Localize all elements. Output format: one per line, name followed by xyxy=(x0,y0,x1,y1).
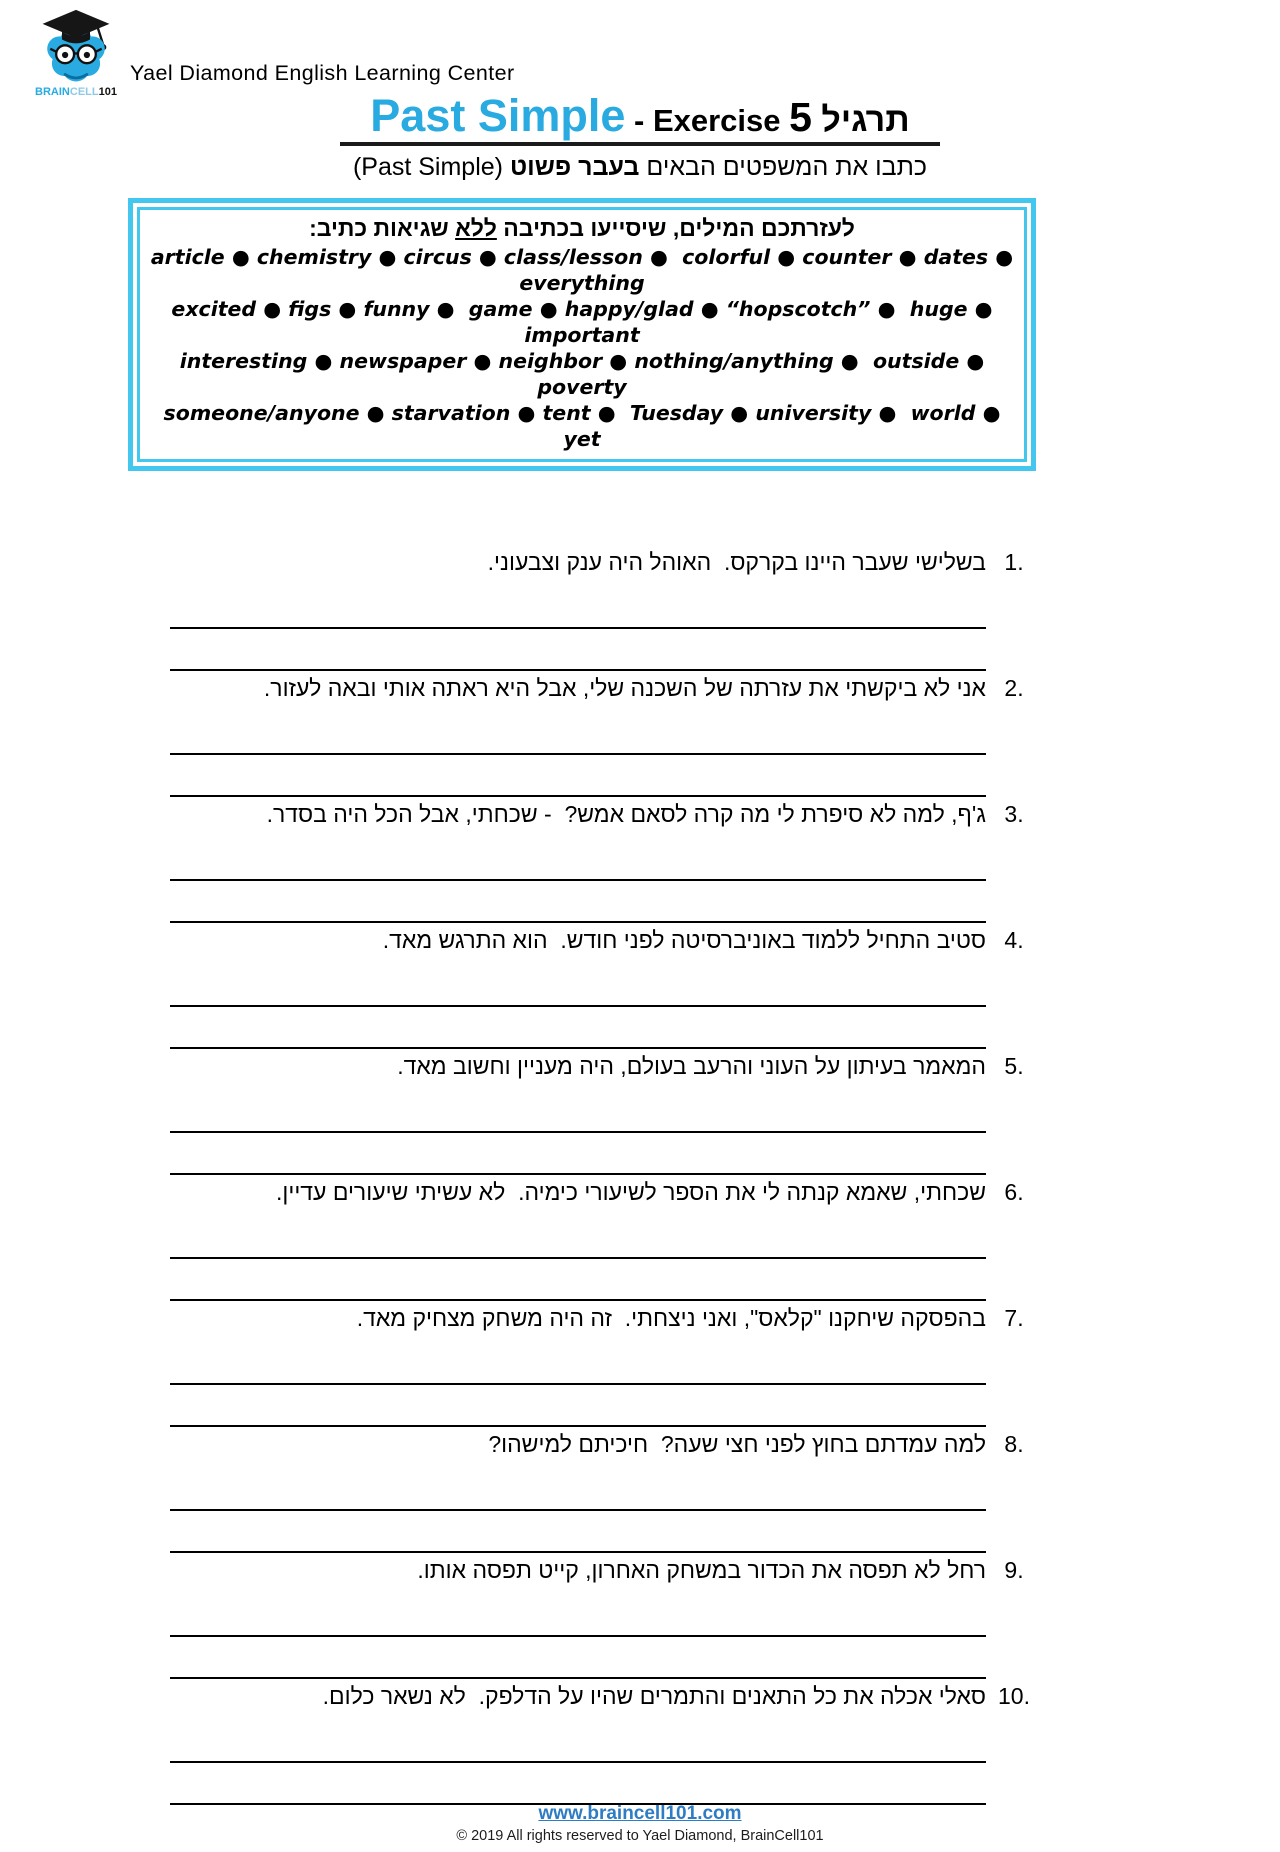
exercise-number: 4. xyxy=(1004,926,1024,953)
exercise-sentence: רחל לא תפסה את הכדור במשחק האחרון, קייט תפסה אותו. xyxy=(417,1556,986,1583)
answer-line-2 xyxy=(170,795,986,797)
word-bank-heading xyxy=(150,215,1014,242)
exercise-sentence-row xyxy=(170,1053,1042,1083)
page-header xyxy=(0,0,1280,98)
answer-line-2 xyxy=(170,1047,986,1049)
exercise-item xyxy=(170,1053,1042,1179)
exercise-item xyxy=(170,927,1042,1053)
exercise-sentence-row xyxy=(170,1431,1042,1461)
title-exercise-label: - Exercise xyxy=(625,103,790,138)
answer-line-1 xyxy=(170,1131,986,1133)
wordbank-line: article ● chemistry ● circus ● class/lesson ● colorful ● counter ● dates ● everything xyxy=(150,244,1021,295)
word-bank-heading-underlined: ללא xyxy=(455,214,497,241)
exercise-sentence: למה עמדתם בחוץ לפני חצי שעה? חיכיתם למישהו? xyxy=(488,1430,986,1457)
exercise-sentence: בשלישי שעבר היינו בקרקס. האוהל היה ענק וצבעוני. xyxy=(487,548,986,575)
exercise-sentence-row xyxy=(170,675,1042,705)
website-link[interactable]: www.braincell101.com xyxy=(538,1803,742,1824)
exercise-sentence-row xyxy=(170,1179,1042,1209)
page-footer xyxy=(0,1803,1280,1844)
word-bank-box xyxy=(128,198,1036,471)
exercise-sentence-row xyxy=(170,927,1042,957)
answer-line-2 xyxy=(170,1173,986,1175)
exercise-sentence: אני לא ביקשתי את עזרתה של השכנה שלי, אבל היא ראתה אותי ובאה לעזור. xyxy=(263,674,986,701)
answer-line-1 xyxy=(170,1635,986,1637)
exercise-sentence: בהפסקה שיחקנו "קלאס", ואני ניצחתי. זה היה משחק מצחיק מאד. xyxy=(356,1304,986,1331)
exercise-item xyxy=(170,675,1042,801)
exercise-number: 2. xyxy=(1004,674,1024,701)
braincell-logo xyxy=(34,6,118,98)
exercise-number: 8. xyxy=(1004,1430,1024,1457)
answer-line-1 xyxy=(170,1509,986,1511)
company-name: Yael Diamond English Learning Center xyxy=(130,61,515,85)
exercise-list xyxy=(170,549,1042,1809)
answer-line-1 xyxy=(170,879,986,881)
answer-line-2 xyxy=(170,1551,986,1553)
exercise-sentence: סאלי אכלה את כל התאנים והתמרים שהיו על הדלפק. לא נשאר כלום. xyxy=(322,1682,986,1709)
answer-line-1 xyxy=(170,753,986,755)
title-exercise-number: 5 xyxy=(789,94,812,140)
answer-line-2 xyxy=(170,669,986,671)
answer-line-2 xyxy=(170,1425,986,1427)
answer-line-2 xyxy=(170,1677,986,1679)
wordbank-line: excited ● figs ● funny ● game ● happy/glad ● “hopscotch” ● huge ● important xyxy=(171,296,1007,347)
exercise-sentence-row xyxy=(170,1683,1042,1713)
exercise-number: 1. xyxy=(1004,548,1024,575)
exercise-number: 9. xyxy=(1004,1556,1024,1583)
answer-line-1 xyxy=(170,627,986,629)
instruction-lead: כתבו את המשפטים הבאים xyxy=(639,152,928,181)
exercise-sentence: סטיב התחיל ללמוד באוניברסיטה לפני חודש. הוא התרגש מאד. xyxy=(382,926,986,953)
title-block xyxy=(0,92,1280,146)
wordbank-line: someone/anyone ● starvation ● tent ● Tuesday ● university ● world ● yet xyxy=(163,400,1008,451)
exercise-number: 7. xyxy=(1004,1304,1024,1331)
answer-line-1 xyxy=(170,1257,986,1259)
instruction-tail: (Past Simple) xyxy=(352,152,510,181)
exercise-number: 3. xyxy=(1004,800,1024,827)
copyright-text: © 2019 All rights reserved to Yael Diamond, BrainCell101 xyxy=(456,1828,824,1844)
exercise-number: 10. xyxy=(998,1682,1030,1709)
exercise-sentence-row xyxy=(170,1557,1042,1587)
exercise-item xyxy=(170,801,1042,927)
word-bank-heading-post: שגיאות כתיב: xyxy=(309,214,456,241)
exercise-sentence: ג'ף, למה לא סיפרת לי מה קרה לסאם אמש? - שכחתי, אבל הכל היה בסדר. xyxy=(266,800,986,827)
brand-wordmark: BRAINCELL101 xyxy=(35,86,117,98)
brain-mascot-icon xyxy=(36,6,116,90)
exercise-sentence-row xyxy=(170,1305,1042,1335)
exercise-sentence: שכחתי, שאמא קנתה לי את הספר לשיעורי כימיה. לא עשיתי שיעורים עדיין. xyxy=(275,1178,986,1205)
answer-line-2 xyxy=(170,1299,986,1301)
exercise-sentence-row xyxy=(170,801,1042,831)
answer-line-2 xyxy=(170,921,986,923)
exercise-sentence-row xyxy=(170,549,1042,579)
exercise-item xyxy=(170,549,1042,675)
answer-line-1 xyxy=(170,1005,986,1007)
word-bank-heading-pre: לעזרתכם המילים, שיסייעו בכתיבה xyxy=(496,214,855,241)
exercise-number: 6. xyxy=(1004,1178,1024,1205)
instruction-bold: בעבר פשוט xyxy=(509,152,640,181)
exercise-number: 5. xyxy=(1004,1052,1024,1079)
exercise-item xyxy=(170,1431,1042,1557)
exercise-item xyxy=(170,1179,1042,1305)
wordbank-line: interesting ● newspaper ● neighbor ● nothing/anything ● outside ● poverty xyxy=(179,348,992,399)
exercise-item xyxy=(170,1557,1042,1683)
exercise-item xyxy=(170,1305,1042,1431)
word-bank-inner xyxy=(137,207,1027,462)
wordbank-lines xyxy=(150,244,1021,452)
title-english: Past Simple xyxy=(370,90,626,141)
answer-line-1 xyxy=(170,1761,986,1763)
instruction-line xyxy=(0,153,1280,182)
page-title xyxy=(340,92,939,146)
exercise-item xyxy=(170,1683,1042,1809)
answer-line-1 xyxy=(170,1383,986,1385)
title-hebrew: תרגיל xyxy=(811,101,910,139)
exercise-sentence: המאמר בעיתון על העוני והרעב בעולם, היה מעניין וחשוב מאד. xyxy=(397,1052,986,1079)
